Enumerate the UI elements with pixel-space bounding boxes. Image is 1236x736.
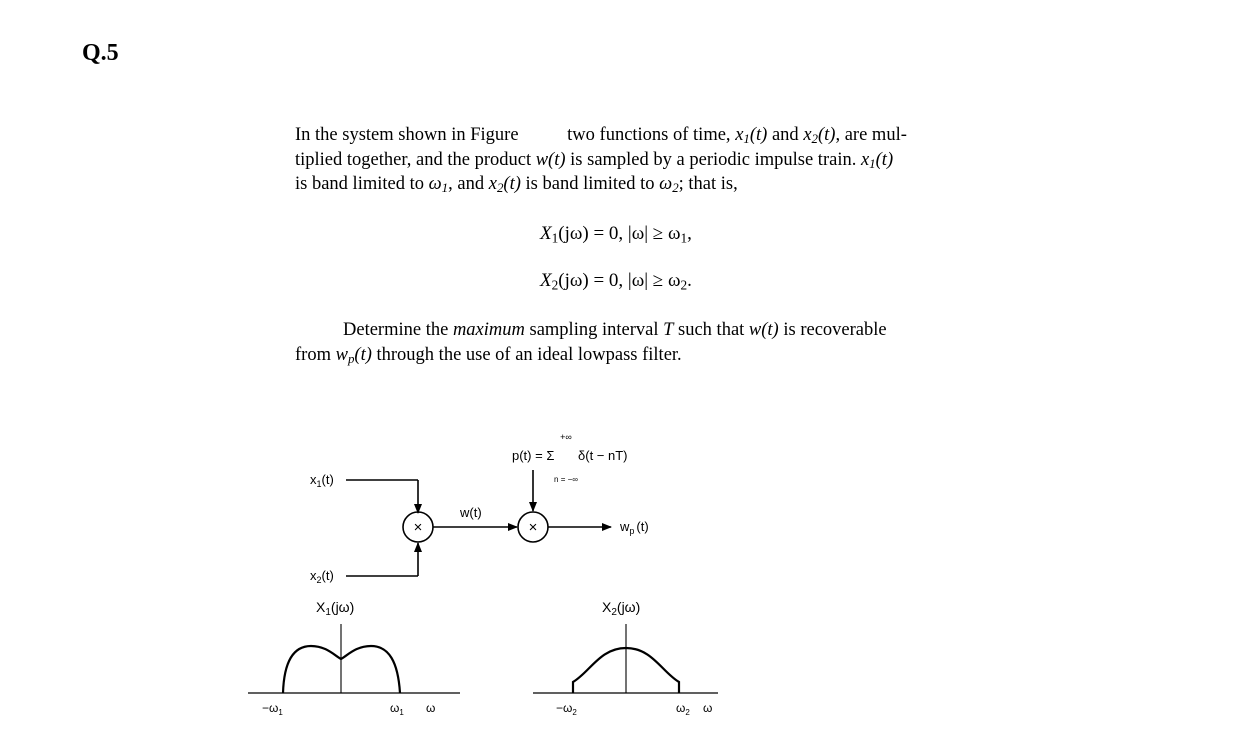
text-fragment: ; that is,	[678, 174, 738, 194]
x2-symbol: $x_2(t)$	[488, 174, 521, 196]
text-fragment: , and	[448, 174, 485, 194]
spectrum-x1-title: $X_1(j\omega)$	[316, 599, 355, 618]
spectrum-x1-pos-label: $\omega_1$	[390, 701, 404, 717]
text-fragment: is band limited to	[525, 174, 655, 194]
x1-symbol: $x_1(t)$	[860, 149, 894, 171]
text-fragment: is band limited to	[295, 174, 424, 194]
equation-x2: $X_2(j\omega) = 0$, $|\omega| \ge \omega_2$.	[540, 270, 692, 293]
question-number: Q.5	[82, 40, 119, 66]
question-statement: Determine the maximum sampling interval T such that w(t) is recoverable from $w_p(t)$ through the use of an ideal lowpass filter.	[295, 320, 887, 366]
spectrum-x2-pos-label: $\omega_2$	[676, 701, 690, 717]
x2-input-label: $x_2(t)$	[310, 568, 334, 585]
spectrum-x2-axis-label: ω	[703, 701, 713, 715]
w-symbol: w(t)	[535, 149, 566, 170]
text-fragment: is sampled by a periodic impulse train.	[570, 149, 857, 170]
spectrum-x2-neg-label: $-\omega_2$	[556, 701, 577, 717]
spectrum-x1-neg-label: $-\omega_1$	[262, 701, 283, 717]
impulse-train-delta: δ(t − nT)	[578, 448, 628, 463]
text-fragment: , are mul-	[835, 125, 907, 145]
equation-x1: $X_1(j\omega) = 0$, $|\omega| \ge \omega_1$,	[540, 223, 692, 246]
T-symbol: T	[663, 320, 674, 340]
x1-symbol: $x_1(t)$	[735, 125, 768, 147]
wp-symbol: $w_p(t)$	[335, 344, 372, 366]
multiplier-2-symbol: ×	[528, 519, 538, 536]
text-fragment: and	[771, 125, 799, 145]
spectrum-x1	[248, 599, 460, 717]
x2-symbol: $x_2(t)$	[803, 125, 836, 147]
emphasis-maximum: maximum	[452, 320, 525, 340]
multiplier-1-symbol: ×	[413, 519, 423, 536]
omega1-symbol: $\omega_1$	[428, 174, 449, 196]
block-diagram	[310, 432, 649, 585]
text-fragment: In the system shown in Figure	[295, 125, 519, 145]
impulse-train-sum-upper: +∞	[560, 432, 572, 442]
spectrum-x2-title: $X_2(j\omega)$	[602, 599, 641, 618]
x1-input-label: $x_1(t)$	[310, 472, 334, 489]
spectrum-x2	[533, 599, 718, 717]
text-fragment: two functions of time,	[567, 125, 731, 145]
text-fragment: tiplied together, and the product	[295, 149, 532, 170]
impulse-train-label: p(t) = Σ	[512, 448, 555, 463]
w-signal-label: w(t)	[460, 505, 482, 520]
wp-output-label: $w_p$ (t)	[620, 519, 649, 536]
w-symbol: w(t)	[748, 320, 779, 340]
spectrum-x1-axis-label: ω	[426, 701, 436, 715]
omega2-symbol: $\omega_2$	[659, 174, 679, 196]
impulse-train-sum-lower: n = −∞	[554, 475, 578, 484]
